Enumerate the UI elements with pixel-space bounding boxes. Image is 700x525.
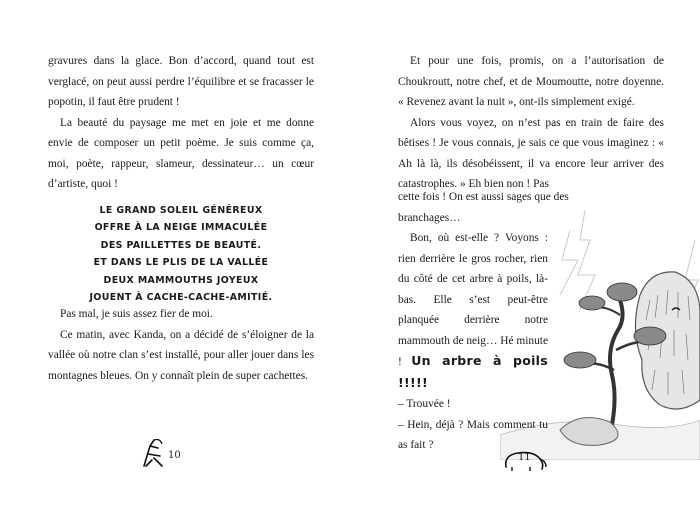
poem-line: OFFRE À LA NEIGE IMMACULÉE bbox=[94, 222, 268, 234]
poem-line: JOUENT À CACHE-CACHE-AMITIÉ. bbox=[89, 292, 273, 304]
poem-line: LE GRAND SOLEIL GÉNÉREUX bbox=[99, 205, 263, 216]
left-text-top bbox=[48, 51, 314, 195]
paragraph: Pas mal, je suis assez fier de moi. bbox=[60, 308, 213, 320]
poem-line: DES PAILLETTES DE BEAUTÉ. bbox=[100, 239, 262, 251]
dialogue-line: – Trouvée ! bbox=[398, 398, 451, 410]
page-number: 11 bbox=[518, 452, 531, 463]
paragraph: gravures dans la glace. Bon d’accord, quand tout est verglacé, on peut aussi perdre l’équilibre et se fracasser le popotin, il faut être prudent ! bbox=[48, 55, 314, 108]
line: branchages… bbox=[398, 211, 461, 224]
paragraph: Ce matin, avec Kanda, on a décidé de s’éloigner de la vallée où notre clan s’est installé, pour aller jouer dans les montagnes bleues. On y connaît plein de super cachettes. bbox=[48, 328, 314, 382]
paragraph: Et pour une fois, promis, on a l’autorisation de Choukroutt, notre chef, et de Moumoutte, notre doyenne. « Revenez avant la nuit », ont-ils simplement exigé. bbox=[398, 55, 664, 108]
right-page bbox=[350, 0, 700, 525]
poem bbox=[48, 202, 314, 306]
poem-line: ET DANS LE PLIS DE LA VALLÉE bbox=[93, 257, 269, 269]
left-text-bottom bbox=[48, 304, 314, 386]
line: cette fois ! On est aussi sages que des bbox=[398, 191, 569, 203]
paragraph: La beauté du paysage me met en joie et me donne envie de composer un petit poème. Je suis comme ça, moi, poète, rappeur, slameur, dessinateur… un cœur d’artiste, quoi ! bbox=[48, 116, 314, 190]
right-text-wrapped bbox=[398, 187, 664, 456]
poem-line: DEUX MAMMOUTHS JOYEUX bbox=[103, 274, 259, 286]
exclamation: Un arbre à poils !!!!! bbox=[398, 353, 548, 390]
paragraph: Alors vous voyez, on n’est pas en train de faire des bêtises ! Je vous connais, je sais ce que vous imaginez : « Ah là là, ils désobéissent, il va encore leur arriver des catastrophes. » Eh bien non ! Pas bbox=[398, 116, 664, 190]
mammoth-sketch-icon bbox=[140, 436, 170, 470]
paragraph-text: Bon, où est-elle ? Voyons : rien derrière le gros rocher, rien du côté de cet arbre à poils, là-bas. Elle s’est peut-être planquée derrière notre mammouth de neig… Hé minute ! bbox=[398, 232, 548, 368]
dialogue-line: – Hein, déjà ? Mais comment tu as fait ? bbox=[398, 418, 548, 451]
page-number: 10 bbox=[168, 450, 181, 461]
right-text-top bbox=[398, 51, 664, 195]
paragraph bbox=[398, 228, 548, 394]
